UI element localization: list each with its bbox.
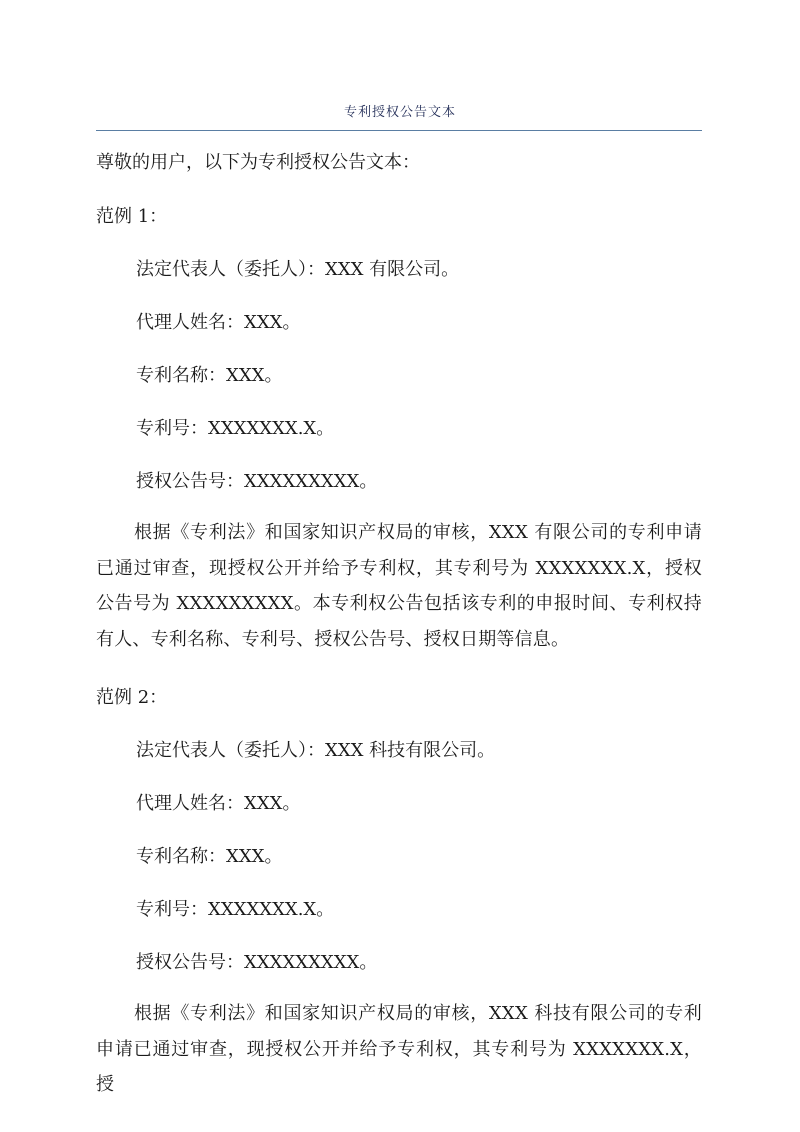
announcement-number: 授权公告号：XXXXXXXXX。 [136,952,378,973]
example-title: 范例 1： [96,206,168,227]
patent-name: 专利名称：XXX。 [136,365,283,386]
patent-number: 专利号：XXXXXXX.X。 [136,418,335,439]
announcement-number: 授权公告号：XXXXXXXXX。 [136,471,378,492]
patent-name: 专利名称：XXX。 [136,846,283,867]
legal-representative: 法定代表人（委托人）：XXX 科技有限公司。 [136,740,496,761]
agent-name: 代理人姓名：XXX。 [136,793,301,814]
example-title: 范例 2： [96,687,168,708]
patent-number: 专利号：XXXXXXX.X。 [136,899,335,920]
header-divider [96,130,702,131]
example-paragraph: 根据《专利法》和国家知识产权局的审核，XXX 有限公司的专利申请已通过审查，现授权公开并给予专利权，其专利号为 XXXXXXX.X，授权公告号为 XXXXXXXXX。本专利权公告包括该专利的申报时间、专利权持有人、专利名称、专利号、授权公告号、授权日期等信息。 [96,522,702,650]
example-2 [96,685,702,1103]
intro-text: 尊敬的用户，以下为专利授权公告文本： [96,152,420,173]
legal-representative: 法定代表人（委托人）：XXX 有限公司。 [136,259,460,280]
document-body [96,150,702,1103]
example-1 [96,204,702,657]
header-title: 专利授权公告文本 [343,105,456,120]
example-paragraph: 根据《专利法》和国家知识产权局的审核，XXX 科技有限公司的专利申请已通过审查，现授权公开并给予专利权，其专利号为 XXXXXXX.X，授 [96,1003,702,1095]
agent-name: 代理人姓名：XXX。 [136,312,301,333]
